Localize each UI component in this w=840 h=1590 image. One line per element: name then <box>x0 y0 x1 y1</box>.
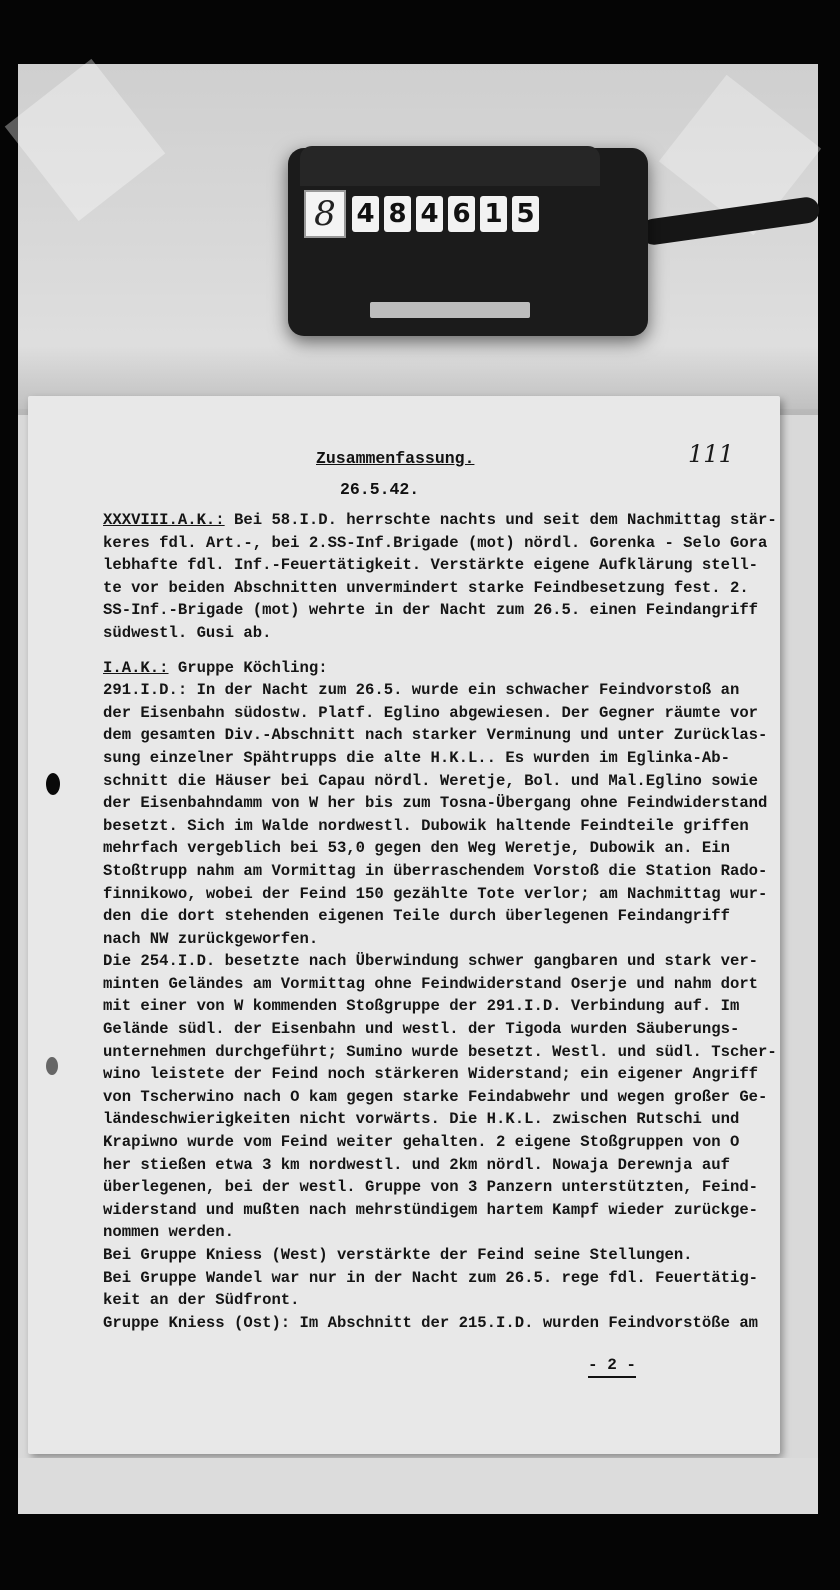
text-line <box>103 1063 773 1086</box>
line-text: te vor beiden Abschnitten unvermindert starke Feindbesetzung fest. 2. <box>103 578 749 597</box>
line-text: ländeschwierigkeiten nicht vorwärts. Die H.K.L. zwischen Rutschi und <box>103 1110 740 1129</box>
line-text: Stoßtrupp nahm am Vormittag in überraschendem Vorstoß die Station Rado- <box>103 861 768 880</box>
line-text: Bei 58.I.D. herrschte nachts und seit dem Nachmittag stär- <box>224 511 777 529</box>
line-text: keres fdl. Art.-, bei 2.SS-Inf.Brigade (mot) nördl. Gorenka - Selo Gora <box>103 533 768 552</box>
text-line <box>103 622 773 645</box>
line-text: Gruppe Köchling: <box>168 658 328 677</box>
text-line <box>103 532 773 555</box>
text-line <box>103 973 773 996</box>
document-title: Zusammenfassung. <box>316 449 475 468</box>
punch-hole <box>46 773 60 795</box>
line-text: widerstand und mußten nach mehrstündigem hartem Kampf wieder zurückge- <box>103 1200 759 1219</box>
counter-digit: 5 <box>512 196 539 232</box>
page-number: - 2 - <box>588 1356 636 1378</box>
counter-digit: 1 <box>480 196 507 232</box>
text-line <box>103 1131 773 1154</box>
reel-number: 8 <box>304 190 346 238</box>
line-text: Die 254.I.D. besetzte nach Überwindung schwer gangbaren und stark ver- <box>103 952 759 971</box>
counter-digit: 6 <box>448 196 475 232</box>
section-label: XXXVIII.A.K.: <box>103 511 225 529</box>
line-text: schnitt die Häuser bei Capau nördl. Weretje, Bol. und Mal.Eglino sowie <box>103 771 759 790</box>
text-line <box>103 702 773 725</box>
text-line <box>103 509 777 532</box>
text-line <box>103 837 773 860</box>
section-label: I.A.K.: <box>103 658 169 677</box>
line-text: Bei Gruppe Wandel war nur in der Nacht zum 26.5. rege fdl. Feuertätig- <box>103 1268 759 1287</box>
text-line <box>103 1267 773 1290</box>
line-text: von Tscherwino nach O kam gegen starke Feindabwehr und wegen großer Ge- <box>103 1087 768 1106</box>
frame-counter-top <box>300 146 600 186</box>
line-text: SS-Inf.-Brigade (mot) wehrte in der Nacht zum 26.5. einen Feindangriff <box>103 601 759 620</box>
text-line <box>103 928 773 951</box>
counter-digit: 8 <box>384 196 411 232</box>
paragraph-gap <box>103 645 773 657</box>
text-line <box>103 1221 773 1244</box>
line-text: finnikowo, wobei der Feind 150 gezählte Tote verlor; am Nachmittag wur- <box>103 884 768 903</box>
text-line <box>103 724 773 747</box>
line-text: mit einer von W kommenden Stoßgruppe der 291.I.D. Verbindung auf. Im <box>103 997 740 1016</box>
counter-digit: 4 <box>352 196 379 232</box>
text-line <box>103 1312 773 1335</box>
text-line <box>103 657 773 680</box>
line-text: sung einzelner Spähtrupps die alte H.K.L.. Es wurden im Eglinka-Ab- <box>103 748 730 767</box>
text-line <box>103 1154 773 1177</box>
line-text: südwestl. Gusi ab. <box>103 623 272 642</box>
text-line <box>103 883 773 906</box>
text-line <box>103 679 773 702</box>
line-text: dem gesamten Div.-Abschnitt nach starker Verminung und unter Zurücklas- <box>103 726 768 745</box>
line-text: Gruppe Kniess (Ost): Im Abschnitt der 215.I.D. wurden Feindvorstöße am <box>103 1313 759 1332</box>
line-text: Bei Gruppe Kniess (West) verstärkte der Feind seine Stellungen. <box>103 1246 693 1264</box>
text-line <box>103 577 773 600</box>
line-text: nommen werden. <box>103 1223 235 1242</box>
text-line <box>103 1176 773 1199</box>
document-body <box>103 509 777 1334</box>
text-line <box>103 1199 773 1222</box>
film-bottom-strip <box>18 1458 818 1514</box>
line-text: unternehmen durchgeführt; Sumino wurde besetzt. Westl. und südl. Tscher- <box>103 1042 777 1061</box>
text-line <box>103 554 773 577</box>
line-text: minten Geländes am Vormittag ohne Feindwiderstand Oserje und nahm dort <box>103 974 759 993</box>
line-text: überlegenen, bei der westl. Gruppe von 3 Panzern unterstützten, Feind- <box>103 1178 759 1197</box>
handwritten-folio: 111 <box>688 440 734 468</box>
document-date: 26.5.42. <box>340 480 420 499</box>
line-text: Krapiwno wurde vom Feind weiter gehalten. 2 eigene Stoßgruppen von O <box>103 1133 740 1152</box>
text-line <box>103 770 773 793</box>
text-line <box>103 1289 773 1312</box>
text-line <box>103 1086 773 1109</box>
text-line <box>103 792 773 815</box>
line-text: 291.I.D.: In der Nacht zum 26.5. wurde ein schwacher Feindvorstoß an <box>103 681 740 700</box>
line-text: den die dort stehenden eigenen Teile durch überlegenen Feindangriff <box>103 907 730 926</box>
line-text: der Eisenbahn südostw. Platf. Eglino abgewiesen. Der Gegner räumte vor <box>103 703 759 722</box>
line-text: besetzt. Sich im Walde nordwestl. Dubowik haltende Feindteile griffen <box>103 816 749 835</box>
counter-digit: 4 <box>416 196 443 232</box>
text-line <box>103 1018 773 1041</box>
text-line <box>103 815 773 838</box>
text-line <box>103 1108 773 1131</box>
line-text: mehrfach vergeblich bei 53,0 gegen den Weg Weretje, Dubowik an. Ein <box>103 839 730 858</box>
text-line <box>103 747 773 770</box>
line-text: keit an der Südfront. <box>103 1291 300 1310</box>
line-text: Gelände südl. der Eisenbahn und westl. der Tigoda wurden Säuberungs- <box>103 1020 740 1039</box>
line-text: her stießen etwa 3 km nordwestl. und 2km nördl. Nowaja Derewnja auf <box>103 1155 730 1174</box>
text-line <box>103 995 773 1018</box>
frame-counter-digits <box>352 196 539 232</box>
text-line <box>103 905 773 928</box>
text-line <box>103 860 773 883</box>
text-line <box>103 599 773 622</box>
line-text: nach NW zurückgeworfen. <box>103 929 319 948</box>
frame-counter-slot <box>370 302 530 318</box>
line-text: der Eisenbahndamm von W her bis zum Tosna-Übergang ohne Feindwiderstand <box>103 794 768 813</box>
text-line <box>103 1244 773 1267</box>
text-line <box>103 950 773 973</box>
line-text: lebhafte fdl. Inf.-Feuertätigkeit. Verstärkte eigene Aufklärung stell- <box>103 556 759 575</box>
punch-hole <box>46 1057 58 1075</box>
text-line <box>103 1041 777 1064</box>
line-text: wino leistete der Feind noch stärkeren Widerstand; ein eigener Angriff <box>103 1065 759 1084</box>
